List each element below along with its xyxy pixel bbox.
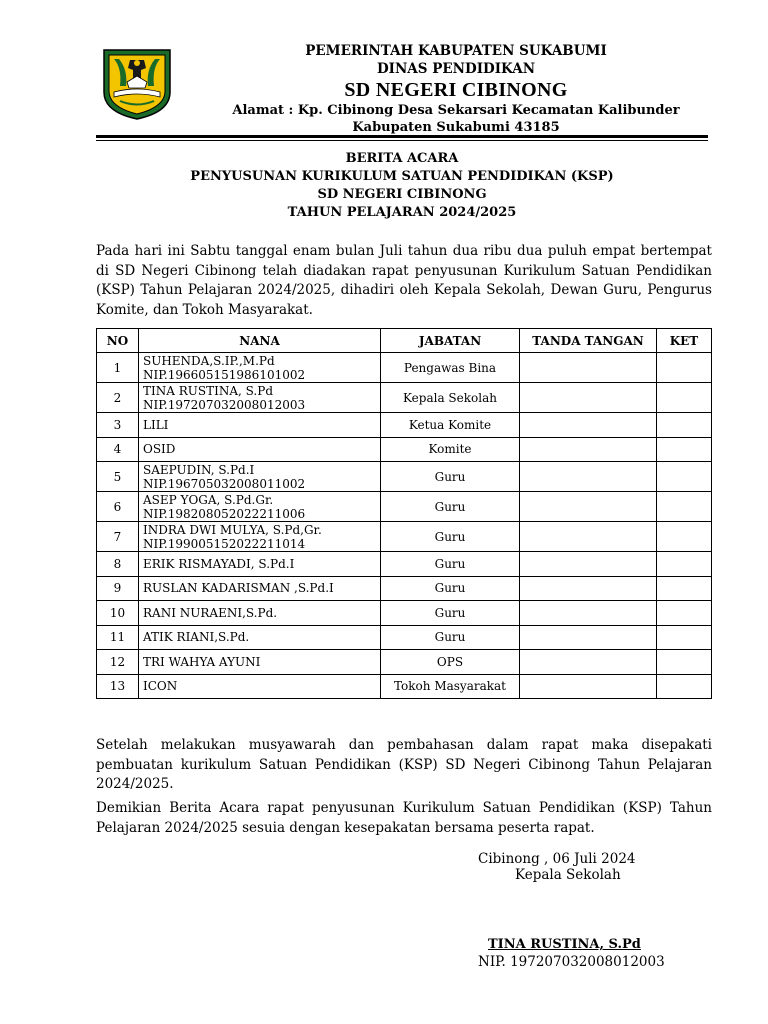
- government-line: PEMERINTAH KABUPATEN SUKABUMI: [305, 43, 607, 59]
- participant-position: Guru: [381, 625, 520, 650]
- row-number: 8: [97, 552, 139, 577]
- signature-cell: [520, 576, 657, 601]
- remarks-cell: [657, 674, 712, 699]
- table-row: [97, 674, 712, 699]
- participant-position: Guru: [381, 522, 520, 552]
- participant-position: Kepala Sekolah: [381, 383, 520, 413]
- participant-cell: [139, 383, 381, 413]
- signature-cell: [520, 674, 657, 699]
- letterhead-divider-thick: [96, 135, 708, 138]
- attendance-table: [96, 328, 712, 699]
- table-row: [97, 413, 712, 438]
- participant-position: Guru: [381, 552, 520, 577]
- remarks-cell: [657, 383, 712, 413]
- participant-name: OSID: [139, 437, 381, 462]
- row-number: 2: [97, 383, 139, 413]
- table-row: [97, 353, 712, 383]
- participant-cell: [139, 492, 381, 522]
- participant-name: LILI: [139, 413, 381, 438]
- signature-cell: [520, 462, 657, 492]
- row-number: 13: [97, 674, 139, 699]
- participant-name: ERIK RISMAYADI, S.Pd.I: [139, 552, 381, 577]
- office-line: DINAS PENDIDIKAN: [376, 61, 536, 77]
- participant-position: Guru: [381, 576, 520, 601]
- remarks-cell: [657, 437, 712, 462]
- signature-role: Kepala Sekolah: [515, 867, 621, 883]
- school-address: Alamat : Kp. Cibinong Desa Sekarsari Kecamatan Kalibunder: [232, 103, 680, 118]
- participant-name: TRI WAHYA AYUNI: [139, 650, 381, 675]
- participant-position: Pengawas Bina: [381, 353, 520, 383]
- row-number: 3: [97, 413, 139, 438]
- participant-nip: NIP.198208052022211006: [143, 506, 306, 521]
- conclusion-paragraph: Setelah melakukan musyawarah dan pembahasan dalam rapat maka disepakati pembuatan kurikulum Satuan Pendidikan (KSP) SD Negeri Cibinong Tahun Pelajaran 2024/2025.: [96, 737, 712, 792]
- header-no: NO: [97, 329, 139, 353]
- signature-cell: [520, 552, 657, 577]
- remarks-cell: [657, 650, 712, 675]
- table-header-row: [97, 329, 712, 353]
- participant-name: TINA RUSTINA, S.Pd: [143, 383, 273, 398]
- table-row: [97, 601, 712, 626]
- signature-cell: [520, 522, 657, 552]
- participant-position: Guru: [381, 462, 520, 492]
- signature-cell: [520, 601, 657, 626]
- participant-position: Guru: [381, 601, 520, 626]
- participant-position: OPS: [381, 650, 520, 675]
- signature-cell: [520, 413, 657, 438]
- signature-cell: [520, 492, 657, 522]
- participant-name: INDRA DWI MULYA, S.Pd,Gr.: [143, 522, 322, 537]
- title-line-1: BERITA ACARA: [345, 151, 459, 166]
- signatory-name: TINA RUSTINA, S.Pd: [488, 937, 641, 952]
- participant-cell: [139, 462, 381, 492]
- school-name: SD NEGERI CIBINONG: [344, 79, 568, 101]
- row-number: 6: [97, 492, 139, 522]
- participant-name: SUHENDA,S.IP.,M.Pd: [143, 353, 275, 368]
- title-line-3: SD NEGERI CIBINONG: [317, 187, 487, 202]
- remarks-cell: [657, 492, 712, 522]
- remarks-cell: [657, 625, 712, 650]
- remarks-cell: [657, 576, 712, 601]
- table-row: [97, 462, 712, 492]
- row-number: 9: [97, 576, 139, 601]
- participant-nip: NIP.199005152022211014: [143, 536, 306, 551]
- row-number: 4: [97, 437, 139, 462]
- row-number: 7: [97, 522, 139, 552]
- table-row: [97, 650, 712, 675]
- header-position: JABATAN: [381, 329, 520, 353]
- remarks-cell: [657, 522, 712, 552]
- row-number: 1: [97, 353, 139, 383]
- header-remarks: KET: [657, 329, 712, 353]
- signature-place-date: Cibinong , 06 Juli 2024: [478, 851, 636, 867]
- title-line-4: TAHUN PELAJARAN 2024/2025: [287, 205, 517, 220]
- participant-nip: NIP.196705032008011002: [143, 476, 306, 491]
- signature-cell: [520, 650, 657, 675]
- participant-position: Tokoh Masyarakat: [381, 674, 520, 699]
- participant-name: ASEP YOGA, S.Pd.Gr.: [143, 492, 274, 507]
- row-number: 11: [97, 625, 139, 650]
- table-row: [97, 552, 712, 577]
- participant-position: Komite: [381, 437, 520, 462]
- remarks-cell: [657, 413, 712, 438]
- title-line-2: PENYUSUNAN KURIKULUM SATUAN PENDIDIKAN (KSP): [190, 169, 614, 184]
- table-row: [97, 576, 712, 601]
- school-city: Kabupaten Sukabumi 43185: [352, 120, 560, 135]
- table-row: [97, 492, 712, 522]
- table-row: [97, 437, 712, 462]
- table-row: [97, 383, 712, 413]
- participant-cell: [139, 522, 381, 552]
- letterhead: [186, 42, 726, 136]
- signature-cell: [520, 437, 657, 462]
- participant-name: ATIK RIANI,S.Pd.: [139, 625, 381, 650]
- participant-position: Guru: [381, 492, 520, 522]
- participant-nip: NIP.196605151986101002: [143, 367, 306, 382]
- row-number: 12: [97, 650, 139, 675]
- participant-cell: [139, 353, 381, 383]
- signature-cell: [520, 383, 657, 413]
- table-row: [97, 625, 712, 650]
- letterhead-divider-thin: [96, 140, 708, 141]
- table-row: [97, 522, 712, 552]
- closing-paragraph: Demikian Berita Acara rapat penyusunan Kurikulum Satuan Pendidikan (KSP) Tahun Pelajaran 2024/2025 sesuia dengan kesepakatan bersama peserta rapat.: [96, 800, 712, 836]
- row-number: 5: [97, 462, 139, 492]
- participant-name: ICON: [139, 674, 381, 699]
- signatory-nip: NIP. 197207032008012003: [478, 954, 665, 970]
- signature-cell: [520, 353, 657, 383]
- participant-name: SAEPUDIN, S.Pd.I: [143, 462, 255, 477]
- remarks-cell: [657, 601, 712, 626]
- remarks-cell: [657, 552, 712, 577]
- remarks-cell: [657, 353, 712, 383]
- participant-name: RANI NURAENI,S.Pd.: [139, 601, 381, 626]
- signature-cell: [520, 625, 657, 650]
- intro-paragraph: Pada hari ini Sabtu tanggal enam bulan Juli tahun dua ribu dua puluh empat bertempat di SD Negeri Cibinong telah diadakan rapat penyusunan Kurikulum Satuan Pendidikan (KSP) Tahun Pelajaran 2024/2025, dihadiri oleh Kepala Sekolah, Dewan Guru, Pengurus Komite, dan Tokoh Masyarakat.: [96, 243, 712, 318]
- participant-position: Ketua Komite: [381, 413, 520, 438]
- participant-nip: NIP.197207032008012003: [143, 397, 306, 412]
- remarks-cell: [657, 462, 712, 492]
- row-number: 10: [97, 601, 139, 626]
- header-name: NANA: [139, 329, 381, 353]
- participant-name: RUSLAN KADARISMAN ,S.Pd.I: [139, 576, 381, 601]
- document-title: [96, 150, 708, 222]
- header-signature: TANDA TANGAN: [520, 329, 657, 353]
- sukabumi-regency-crest-icon: [100, 46, 174, 122]
